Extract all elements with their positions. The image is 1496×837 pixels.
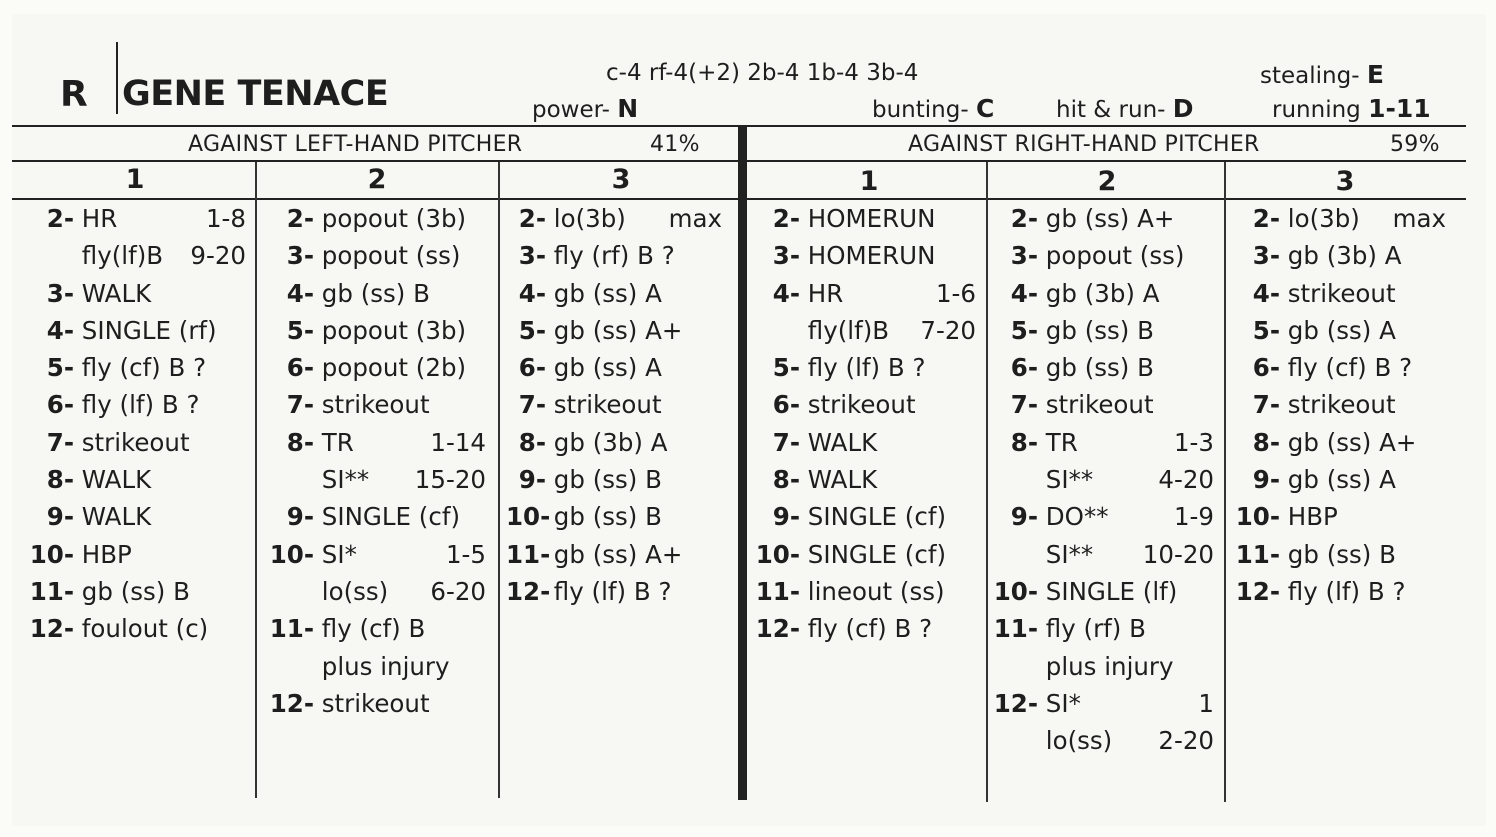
- split-range: 6-20: [430, 576, 486, 606]
- result-text: SI**: [1045, 539, 1094, 569]
- result-text: gb (3b) A: [553, 427, 668, 457]
- result-text: SI*: [321, 539, 357, 569]
- dice-roll-number: 11-: [506, 539, 551, 569]
- result-text: gb (ss) B: [321, 278, 430, 308]
- result-row: [992, 610, 1214, 647]
- result-row: [754, 312, 976, 349]
- dice-roll-number: 8-: [46, 465, 74, 495]
- result-row: [754, 386, 976, 423]
- dice-roll-number: 7-: [1252, 390, 1280, 420]
- result-row: [992, 275, 1214, 312]
- result-row: [992, 648, 1214, 685]
- result-row: [264, 349, 486, 386]
- result-row: [264, 610, 486, 647]
- dice-roll-number: 2-: [772, 204, 800, 233]
- result-text: strikeout: [807, 390, 916, 420]
- result-row: [264, 275, 486, 312]
- result-row: [264, 536, 486, 573]
- result-text: SINGLE (lf): [1045, 576, 1178, 606]
- result-text: fly (cf) B ?: [81, 353, 207, 383]
- dice-roll-number: 9-: [46, 502, 74, 532]
- dice-roll-number: 3-: [46, 278, 74, 308]
- result-row: [18, 386, 246, 423]
- result-row: [1234, 573, 1446, 610]
- split-range: 1-5: [445, 539, 486, 569]
- running-rating: running 1-11: [1272, 94, 1431, 123]
- result-text: strikeout: [553, 390, 662, 420]
- result-text: WALK: [807, 465, 878, 495]
- left-col-3-number: 3: [611, 164, 631, 195]
- split-range: max: [668, 204, 722, 233]
- result-text: fly (lf) B ?: [1287, 576, 1406, 606]
- dice-roll-number: 9-: [1010, 502, 1038, 532]
- result-row: [506, 275, 722, 312]
- result-text: gb (ss) B: [81, 576, 190, 606]
- result-row: [18, 349, 246, 386]
- result-row: [18, 498, 246, 535]
- dice-roll-number: 4-: [286, 278, 314, 308]
- result-row: [506, 237, 722, 274]
- result-row: [1234, 386, 1446, 423]
- result-row: [264, 200, 486, 237]
- column-divider: [986, 162, 988, 802]
- dice-roll-number: 2-: [1252, 204, 1280, 233]
- right-col-2-number: 2: [1097, 166, 1117, 197]
- right-col-3-number: 3: [1335, 166, 1355, 197]
- dice-roll-number: 7-: [286, 390, 314, 420]
- result-row: [264, 237, 486, 274]
- result-text: fly (lf) B ?: [81, 390, 200, 420]
- result-row: [18, 200, 246, 237]
- result-row: [18, 275, 246, 312]
- result-row: [18, 461, 246, 498]
- result-row: [1234, 349, 1446, 386]
- result-row: [18, 424, 246, 461]
- dice-roll-number: 10-: [993, 576, 1038, 606]
- result-text: gb (ss) A: [553, 353, 662, 383]
- result-text: strikeout: [1287, 390, 1396, 420]
- result-row: [754, 536, 976, 573]
- right-section-percent: 59%: [1390, 132, 1440, 157]
- result-row: [992, 386, 1214, 423]
- result-text: SINGLE (cf): [807, 539, 947, 569]
- dice-roll-number: 10-: [29, 539, 74, 569]
- right-column-3: [1234, 200, 1446, 610]
- result-text: gb (ss) A: [553, 278, 662, 308]
- result-text: HBP: [1287, 502, 1338, 532]
- result-text: gb (ss) B: [1045, 353, 1154, 383]
- result-text: lo(3b): [1287, 204, 1360, 233]
- dice-roll-number: 3-: [772, 241, 800, 271]
- dice-roll-number: 12-: [29, 614, 74, 644]
- result-row: [992, 722, 1214, 759]
- dice-roll-number: 12-: [755, 614, 800, 644]
- result-text: SINGLE (rf): [81, 315, 217, 345]
- split-range: 1-9: [1173, 502, 1214, 532]
- result-text: gb (ss) B: [553, 502, 662, 532]
- left-section-percent: 41%: [650, 132, 700, 157]
- result-text: SI**: [1045, 465, 1094, 495]
- result-text: fly (rf) B ?: [553, 241, 675, 271]
- dice-roll-number: 5-: [286, 315, 314, 345]
- split-range: 7-20: [920, 315, 976, 345]
- dice-roll-number: 5-: [518, 315, 546, 345]
- dice-roll-number: 5-: [1252, 315, 1280, 345]
- split-range: 1-3: [1173, 427, 1214, 457]
- dice-roll-number: 2-: [286, 204, 314, 233]
- result-text: gb (ss) A+: [553, 539, 683, 569]
- dice-roll-number: 6-: [286, 353, 314, 383]
- result-text: fly (cf) B ?: [807, 614, 933, 644]
- column-divider: [498, 162, 500, 798]
- left-column-2: [264, 200, 486, 722]
- dice-roll-number: 11-: [755, 576, 800, 606]
- result-row: [992, 685, 1214, 722]
- result-text: foulout (c): [81, 614, 209, 644]
- result-row: [992, 200, 1214, 237]
- result-row: [1234, 498, 1446, 535]
- result-text: strikeout: [1045, 390, 1154, 420]
- result-text: DO**: [1045, 502, 1109, 532]
- dice-roll-number: 7-: [46, 427, 74, 457]
- result-text: WALK: [81, 278, 152, 308]
- dice-roll-number: 12-: [506, 576, 551, 606]
- dice-roll-number: 3-: [286, 241, 314, 271]
- dice-roll-number: 6-: [772, 390, 800, 420]
- split-range: 9-20: [190, 241, 246, 271]
- dice-roll-number: 9-: [772, 502, 800, 532]
- result-row: [992, 237, 1214, 274]
- dice-roll-number: 11-: [993, 614, 1038, 644]
- dice-roll-number: 8-: [518, 427, 546, 457]
- result-row: [1234, 200, 1446, 237]
- result-row: [506, 573, 722, 610]
- result-text: gb (ss) A: [1287, 315, 1396, 345]
- dice-roll-number: 9-: [1252, 465, 1280, 495]
- result-text: SINGLE (cf): [321, 502, 461, 532]
- result-row: [506, 386, 722, 423]
- bunting-rating: bunting- C: [872, 94, 995, 123]
- dice-roll-number: 5-: [46, 353, 74, 383]
- result-row: [754, 424, 976, 461]
- split-range: 1-14: [430, 427, 486, 457]
- result-text: gb (ss) B: [1045, 315, 1154, 345]
- dice-roll-number: 6-: [46, 390, 74, 420]
- right-column-2: [992, 200, 1214, 759]
- result-text: fly (rf) B: [1045, 614, 1146, 644]
- stealing-rating: stealing- E: [1260, 60, 1384, 89]
- result-text: strikeout: [321, 688, 430, 718]
- dice-roll-number: 5-: [1010, 315, 1038, 345]
- result-text: gb (ss) A+: [1287, 427, 1417, 457]
- result-text: lineout (ss): [807, 576, 945, 606]
- left-section-title: AGAINST LEFT-HAND PITCHER: [188, 132, 523, 157]
- result-row: [754, 275, 976, 312]
- result-row: [264, 312, 486, 349]
- dice-roll-number: 5-: [772, 353, 800, 383]
- dice-roll-number: 4-: [1010, 278, 1038, 308]
- result-text: strikeout: [1287, 278, 1396, 308]
- result-row: [992, 573, 1214, 610]
- result-text: gb (ss) A: [1287, 465, 1396, 495]
- result-row: [754, 237, 976, 274]
- dice-roll-number: 10-: [755, 539, 800, 569]
- result-row: [754, 573, 976, 610]
- result-text: lo(3b): [553, 204, 626, 233]
- result-row: [264, 386, 486, 423]
- result-text: SI**: [321, 465, 370, 495]
- split-range: 4-20: [1158, 465, 1214, 495]
- dice-roll-number: 11-: [1235, 539, 1280, 569]
- result-text: lo(ss): [1045, 726, 1113, 756]
- result-text: HR: [81, 204, 118, 233]
- dice-roll-number: 4-: [1252, 278, 1280, 308]
- result-text: strikeout: [81, 427, 190, 457]
- result-text: popout (2b): [321, 353, 467, 383]
- result-text: HR: [807, 278, 844, 308]
- result-row: [1234, 424, 1446, 461]
- dice-roll-number: 7-: [772, 427, 800, 457]
- result-text: SI*: [1045, 688, 1081, 718]
- player-name: GENE TENACE: [122, 74, 389, 114]
- result-row: [992, 424, 1214, 461]
- result-text: gb (3b) A: [1287, 241, 1402, 271]
- result-row: [1234, 237, 1446, 274]
- result-row: [18, 610, 246, 647]
- result-row: [264, 461, 486, 498]
- dice-roll-number: 12-: [1235, 576, 1280, 606]
- result-row: [18, 536, 246, 573]
- power-rating: power- N: [532, 94, 639, 123]
- result-row: [506, 312, 722, 349]
- result-row: [18, 573, 246, 610]
- fielding-positions: c-4 rf-4(+2) 2b-4 1b-4 3b-4: [606, 60, 919, 86]
- dice-roll-number: 3-: [518, 241, 546, 271]
- result-text: lo(ss): [321, 576, 389, 606]
- split-range: 1-8: [205, 204, 246, 233]
- result-text: popout (ss): [321, 241, 461, 271]
- result-text: fly(lf)B: [807, 315, 890, 345]
- result-row: [754, 461, 976, 498]
- dice-roll-number: 6-: [1010, 353, 1038, 383]
- left-column-3: [506, 200, 722, 610]
- result-row: [992, 312, 1214, 349]
- dice-roll-number: 2-: [46, 204, 74, 233]
- result-text: TR: [1045, 427, 1078, 457]
- center-divider: [738, 126, 747, 800]
- split-range: max: [1392, 204, 1446, 233]
- result-text: fly(lf)B: [81, 241, 164, 271]
- split-range: 1: [1198, 688, 1214, 718]
- dice-roll-number: 12-: [269, 688, 314, 718]
- header-divider: [116, 42, 118, 114]
- result-row: [754, 349, 976, 386]
- dice-roll-number: 3-: [1252, 241, 1280, 271]
- result-text: fly (cf) B: [321, 614, 426, 644]
- result-row: [506, 200, 722, 237]
- result-row: [754, 200, 976, 237]
- result-row: [1234, 461, 1446, 498]
- result-row: [18, 312, 246, 349]
- result-row: [754, 610, 976, 647]
- result-row: [992, 536, 1214, 573]
- result-text: gb (ss) B: [553, 465, 662, 495]
- dice-roll-number: 3-: [1010, 241, 1038, 271]
- result-text: gb (ss) A+: [1045, 204, 1175, 233]
- result-row: [18, 237, 246, 274]
- result-text: HBP: [81, 539, 132, 569]
- dice-roll-number: 4-: [46, 315, 74, 345]
- dice-roll-number: 8-: [1252, 427, 1280, 457]
- dice-roll-number: 10-: [269, 539, 314, 569]
- result-text: HOMERUN: [807, 204, 936, 233]
- dice-roll-number: 8-: [772, 465, 800, 495]
- dice-roll-number: 10-: [1235, 502, 1280, 532]
- result-row: [506, 424, 722, 461]
- result-row: [754, 498, 976, 535]
- result-text: gb (3b) A: [1045, 278, 1160, 308]
- split-range: 2-20: [1158, 726, 1214, 756]
- result-row: [264, 424, 486, 461]
- batting-hand: R: [60, 74, 88, 115]
- column-divider: [255, 162, 257, 798]
- left-column-1: [18, 200, 246, 648]
- result-text: popout (3b): [321, 204, 467, 233]
- dice-roll-number: 7-: [1010, 390, 1038, 420]
- dice-roll-number: 8-: [286, 427, 314, 457]
- result-row: [506, 498, 722, 535]
- split-range: 10-20: [1142, 539, 1214, 569]
- player-card: [12, 14, 1486, 826]
- dice-roll-number: 7-: [518, 390, 546, 420]
- dice-roll-number: 8-: [1010, 427, 1038, 457]
- result-text: WALK: [81, 465, 152, 495]
- dice-roll-number: 11-: [269, 614, 314, 644]
- dice-roll-number: 6-: [1252, 353, 1280, 383]
- split-range: 1-6: [935, 278, 976, 308]
- dice-roll-number: 9-: [518, 465, 546, 495]
- split-range: 15-20: [414, 465, 486, 495]
- right-col-1-number: 1: [859, 166, 879, 197]
- result-text: fly (cf) B ?: [1287, 353, 1413, 383]
- result-text: popout (ss): [1045, 241, 1185, 271]
- dice-roll-number: 9-: [286, 502, 314, 532]
- result-row: [992, 349, 1214, 386]
- result-text: fly (lf) B ?: [807, 353, 926, 383]
- result-row: [264, 648, 486, 685]
- result-row: [1234, 536, 1446, 573]
- result-row: [506, 461, 722, 498]
- dice-roll-number: 2-: [1010, 204, 1038, 233]
- dice-roll-number: 11-: [29, 576, 74, 606]
- left-col-2-number: 2: [367, 164, 387, 195]
- result-text: gb (ss) A+: [553, 315, 683, 345]
- result-row: [264, 685, 486, 722]
- result-text: WALK: [81, 502, 152, 532]
- result-text: WALK: [807, 427, 878, 457]
- right-section-title: AGAINST RIGHT-HAND PITCHER: [908, 132, 1260, 157]
- result-row: [264, 573, 486, 610]
- result-text: TR: [321, 427, 354, 457]
- dice-roll-number: 6-: [518, 353, 546, 383]
- result-text: fly (lf) B ?: [553, 576, 672, 606]
- result-row: [506, 536, 722, 573]
- dice-roll-number: 10-: [506, 502, 551, 532]
- left-col-1-number: 1: [125, 164, 145, 195]
- result-row: [1234, 275, 1446, 312]
- result-text: gb (ss) B: [1287, 539, 1396, 569]
- hit-and-run-rating: hit & run- D: [1056, 94, 1194, 123]
- result-row: [264, 498, 486, 535]
- result-text: plus injury: [321, 651, 450, 681]
- column-divider: [1224, 162, 1226, 802]
- dice-roll-number: 2-: [518, 204, 546, 233]
- result-row: [1234, 312, 1446, 349]
- result-row: [992, 498, 1214, 535]
- right-column-1: [754, 200, 976, 648]
- result-row: [992, 461, 1214, 498]
- result-text: HOMERUN: [807, 241, 936, 271]
- result-text: plus injury: [1045, 651, 1174, 681]
- dice-roll-number: 12-: [993, 688, 1038, 718]
- result-text: strikeout: [321, 390, 430, 420]
- result-row: [506, 349, 722, 386]
- dice-roll-number: 4-: [518, 278, 546, 308]
- result-text: SINGLE (cf): [807, 502, 947, 532]
- dice-roll-number: 4-: [772, 278, 800, 308]
- result-text: popout (3b): [321, 315, 467, 345]
